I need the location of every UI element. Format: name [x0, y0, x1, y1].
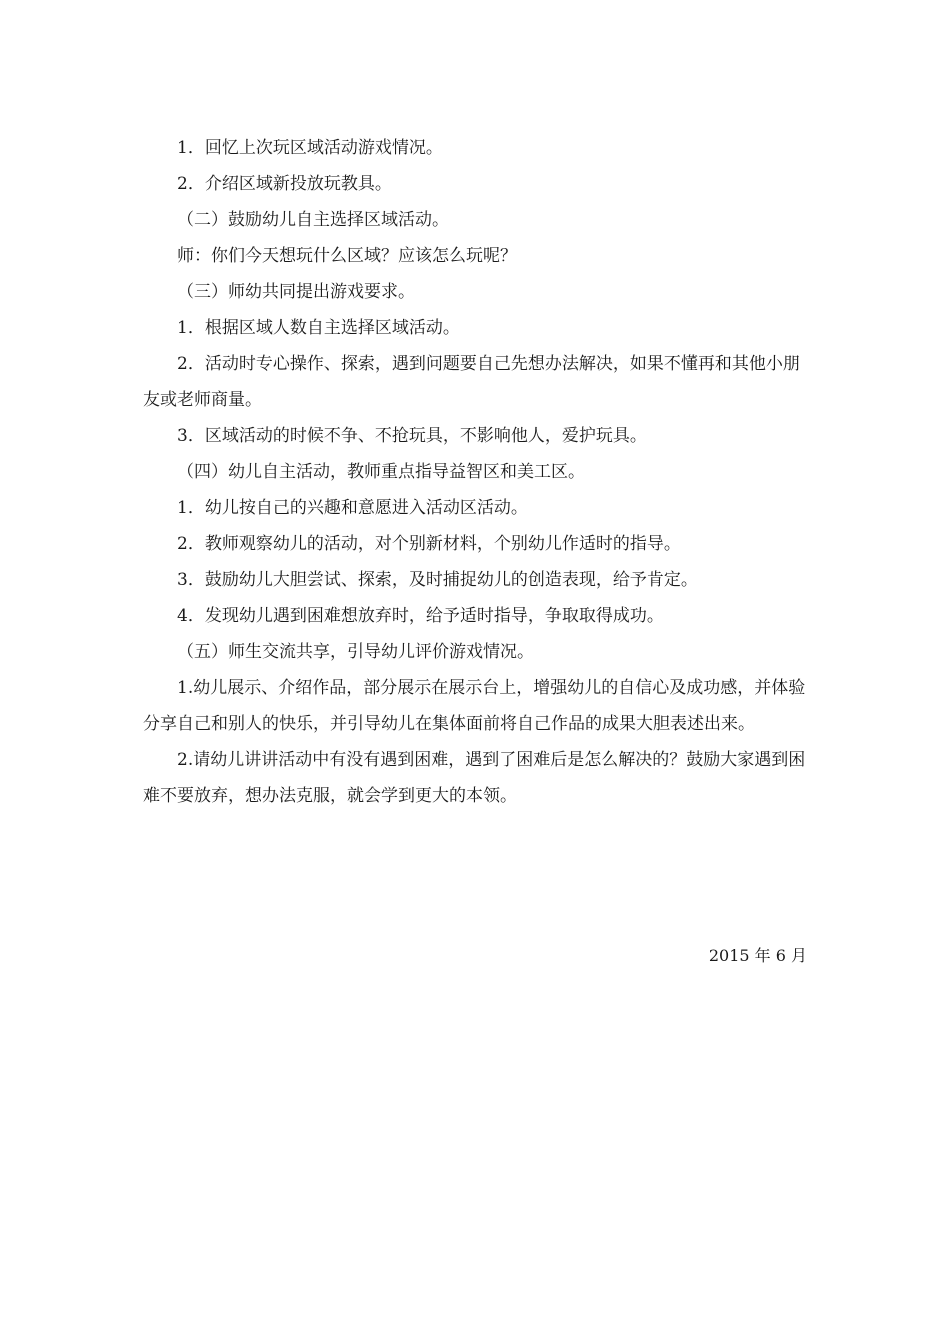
- paragraph: 2．介绍区域新投放玩教具。: [177, 174, 392, 194]
- section-heading: （三）师幼共同提出游戏要求。: [177, 282, 415, 302]
- paragraph: 1．幼儿按自己的兴趣和意愿进入活动区活动。: [177, 498, 528, 518]
- document-body: [143, 130, 807, 814]
- paragraph: 师：你们今天想玩什么区域？应该怎么玩呢？: [177, 246, 517, 266]
- paragraph: 3．区域活动的时候不争、不抢玩具，不影响他人，爱护玩具。: [177, 426, 647, 446]
- paragraph: 1．回忆上次玩区域活动游戏情况。: [177, 138, 443, 158]
- paragraph: 2．教师观察幼儿的活动，对个别新材料，个别幼儿作适时的指导。: [177, 534, 681, 554]
- document-date: 2015 年 6 月: [708, 946, 807, 965]
- paragraph: 1．根据区域人数自主选择区域活动。: [177, 318, 460, 338]
- paragraph: 3．鼓励幼儿大胆尝试、探索，及时捕捉幼儿的创造表现，给予肯定。: [177, 570, 698, 590]
- paragraph: 4．发现幼儿遇到困难想放弃时，给予适时指导，争取取得成功。: [177, 606, 664, 626]
- paragraph: 2.请幼儿讲讲活动中有没有遇到困难，遇到了困难后是怎么解决的？鼓励大家遇到困难不要放弃，想办法克服，就会学到更大的本领。: [143, 750, 806, 806]
- paragraph: 1.幼儿展示、介绍作品，部分展示在展示台上，增强幼儿的自信心及成功感，并体验分享自己和别人的快乐，并引导幼儿在集体面前将自己作品的成果大胆表述出来。: [143, 678, 806, 734]
- section-heading: （五）师生交流共享，引导幼儿评价游戏情况。: [177, 642, 534, 662]
- section-heading: （二）鼓励幼儿自主选择区域活动。: [177, 210, 449, 230]
- section-heading: （四）幼儿自主活动，教师重点指导益智区和美工区。: [177, 462, 585, 482]
- paragraph: 2．活动时专心操作、探索，遇到问题要自己先想办法解决，如果不懂再和其他小朋友或老师商量。: [143, 354, 800, 410]
